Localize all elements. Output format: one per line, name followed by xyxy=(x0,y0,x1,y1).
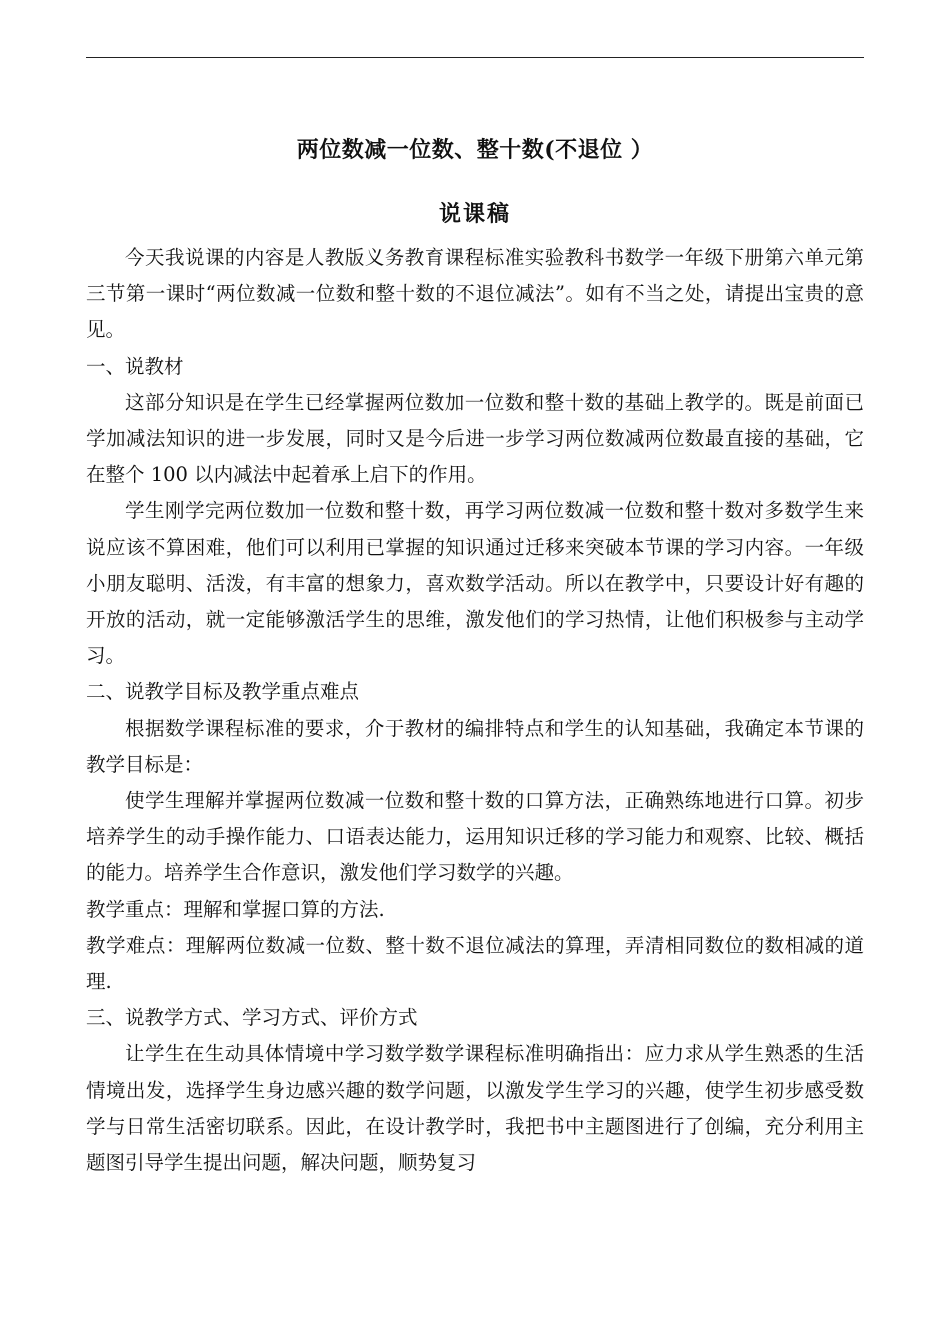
header-divider xyxy=(86,57,864,58)
section-3-paragraph-1: 让学生在生动具体情境中学习数学数学课程标准明确指出：应力求从学生熟悉的生活情境出发，选择学生身边感兴趣的数学问题，以激发学生学习的兴趣，使学生初步感受数学与日常生活密切联系。因此，在设计教学时，我把书中主题图进行了创编，充分利用主题图引导学生提出问题，解决问题，顺势复习 xyxy=(86,1042,864,1175)
document-body xyxy=(86,130,864,1181)
document-page xyxy=(86,0,864,1344)
document-subtitle: 说课稿 xyxy=(438,201,511,227)
key-point-line: 教学重点：理解和掌握口算的方法. xyxy=(86,897,385,921)
section-2-heading: 二、说教学目标及教学重点难点 xyxy=(86,680,360,704)
section-1-paragraph-2: 学生刚学完两位数加一位数和整十数，再学习两位数减一位数和整十数对多数学生来说应该不算困难，他们可以利用已掌握的知识通过迁移来突破本节课的学习内容。一年级小朋友聪明、活泼，有丰富的想象力，喜欢数学活动。所以在教学中，只要设计好有趣的开放的活动，就一定能够激活学生的思维，激发他们的学习热情，让他们积极参与主动学习。 xyxy=(86,499,864,668)
difficulty-line: 教学难点：理解两位数减一位数、整十数不退位减法的算理，弄清相同数位的数相减的道理. xyxy=(86,933,864,994)
section-1-heading: 一、说教材 xyxy=(86,354,184,378)
document-title: 两位数减一位数、整十数(不退位 ） xyxy=(296,137,654,163)
section-3-heading: 三、说教学方式、学习方式、评价方式 xyxy=(86,1006,418,1030)
section-2-paragraph-2: 使学生理解并掌握两位数减一位数和整十数的口算方法，正确熟练地进行口算。初步培养学生的动手操作能力、口语表达能力，运用知识迁移的学习能力和观察、比较、概括的能力。培养学生合作意识，激发他们学习数学的兴趣。 xyxy=(86,789,864,885)
section-2-paragraph-1: 根据数学课程标准的要求，介于教材的编排特点和学生的认知基础，我确定本节课的教学目标是： xyxy=(86,716,864,776)
section-1-paragraph-1: 这部分知识是在学生已经掌握两位数加一位数和整十数的基础上教学的。既是前面已学加减法知识的进一步发展，同时又是今后进一步学习两位数减两位数最直接的基础，它在整个 100 以内减法中起着承上启下的作用。 xyxy=(86,390,864,487)
intro-paragraph: 今天我说课的内容是人教版义务教育课程标准实验教科书数学一年级下册第六单元第三节第一课时“两位数减一位数和整十数的不退位减法”。如有不当之处，请提出宝贵的意见。 xyxy=(86,246,864,342)
